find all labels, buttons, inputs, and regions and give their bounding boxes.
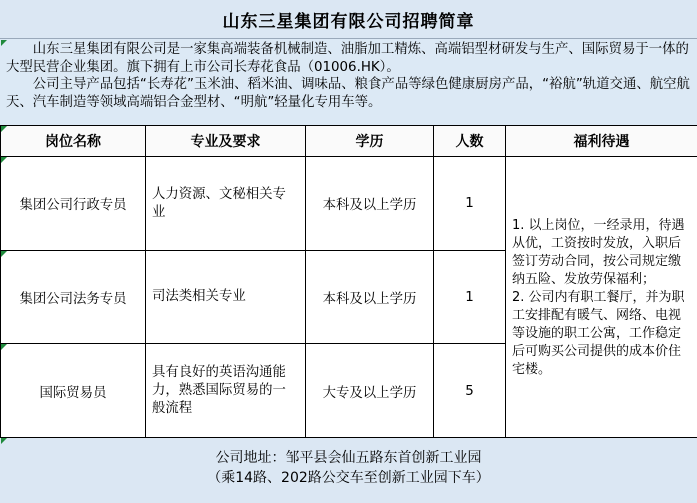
cell-comment-marker: [1, 438, 7, 444]
position-cell: 国际贸易员: [1, 344, 146, 439]
cell-comment-marker: [1, 126, 7, 132]
education-cell: 本科及以上学历: [306, 251, 434, 344]
position-cell: 集团公司行政专员: [1, 157, 146, 251]
title-bar: [0, 0, 697, 39]
table-row: [1, 157, 697, 251]
header-count: 人数: [434, 126, 506, 157]
education-cell: 本科及以上学历: [306, 157, 434, 251]
benefits-cell: [506, 157, 697, 439]
cell-comment-marker: [1, 344, 7, 350]
footer-address: [0, 437, 697, 503]
job-table: [0, 125, 697, 439]
header-position: 岗位名称: [1, 126, 146, 157]
requirement-cell: 司法类相关专业: [146, 251, 306, 344]
requirement-cell: 人力资源、文秘相关专业: [146, 157, 306, 251]
intro-paragraph-2: 公司主导产品包括“长寿花”玉米油、稻米油、调味品、粮食产品等绿色健康厨房产品，“裕航”轨道交通、航空航天、汽车制造等领域高端铝合金型材、“明航”轻量化专用车等。: [6, 77, 690, 110]
page-title: 山东三星集团有限公司招聘简章: [222, 11, 475, 32]
address-text: 公司地址：邹平县会仙五路东首创新工业园: [215, 450, 482, 466]
count-cell: 1: [434, 251, 506, 344]
intro-paragraph-1: 山东三星集团有限公司是一家集高端装备机械制造、油脂加工精炼、高端铝型材研发与生产、国际贸易于一体的大型民营企业集团。旗下拥有上市公司长寿花食品（01006.HK）。: [6, 42, 689, 75]
header-benefits: 福利待遇: [506, 126, 697, 157]
table-header-row: [1, 126, 697, 157]
header-education: 学历: [306, 126, 434, 157]
transport-text: （乘14路、202路公交车至创新工业园下车）: [207, 470, 490, 486]
count-cell: 5: [434, 344, 506, 439]
header-requirement: 专业及要求: [146, 126, 306, 157]
position-cell: 集团公司法务专员: [1, 251, 146, 344]
count-cell: 1: [434, 157, 506, 251]
cell-comment-marker: [1, 251, 7, 257]
benefits-text: 1. 以上岗位，一经录用，待遇从优，工资按时发放，入职后签订劳动合同，按公司规定缴纳五险、发放劳保福利； 2. 公司内有职工餐厅，并为职工安排配有暖气、网络、电视等设施的职工公寓，工作稳定后可购买公司提供的成本价住宅楼。: [512, 217, 685, 377]
cell-comment-marker: [1, 40, 7, 46]
requirement-cell: 具有良好的英语沟通能力，熟悉国际贸易的一般流程: [146, 344, 306, 439]
company-intro: [0, 39, 697, 125]
cell-comment-marker: [1, 157, 7, 163]
education-cell: 大专及以上学历: [306, 344, 434, 439]
